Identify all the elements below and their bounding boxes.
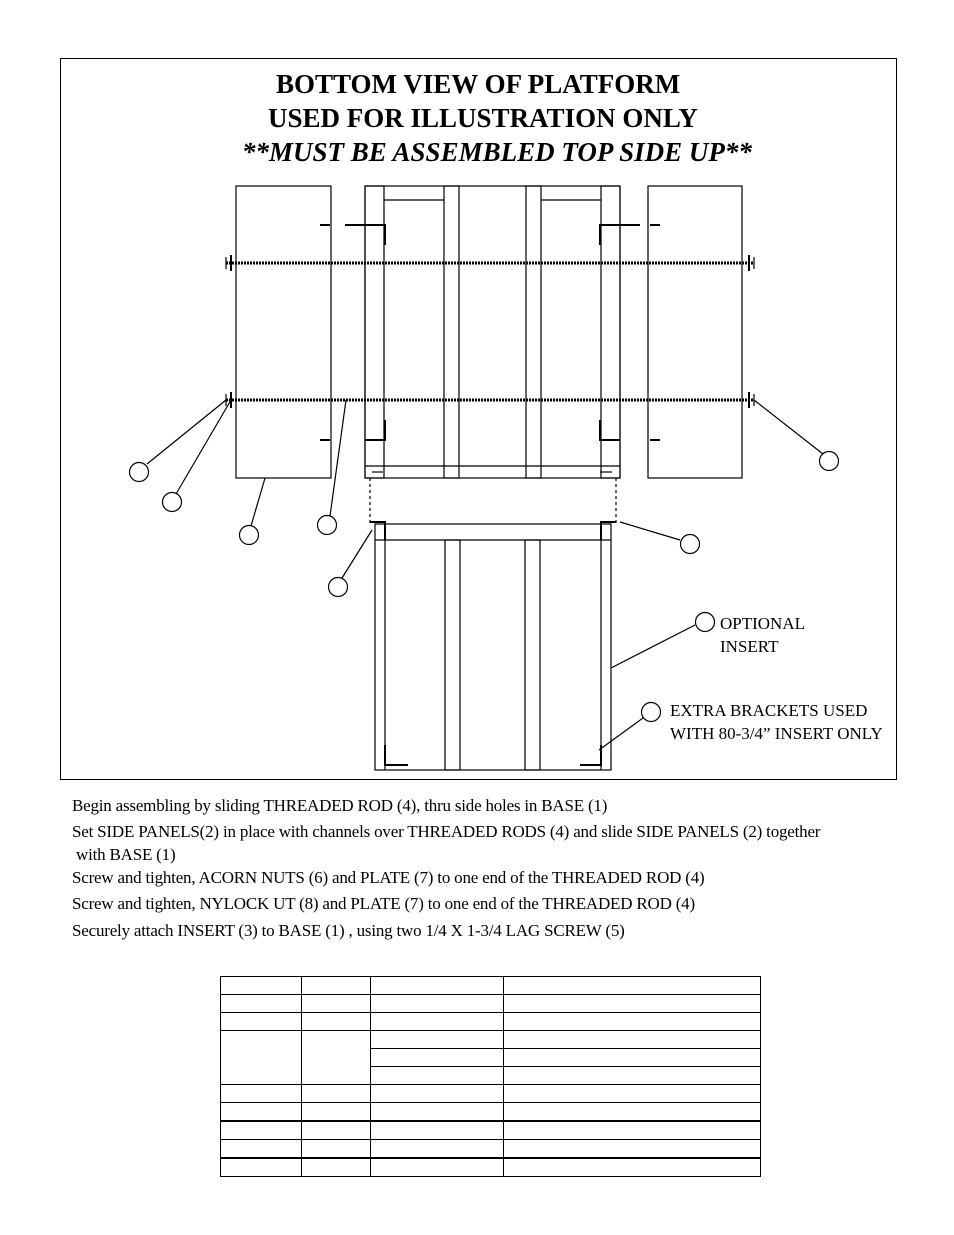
extra-brackets-label-line-2: WITH 80-3/4” INSERT ONLY <box>670 724 883 743</box>
extra-brackets-label <box>670 699 883 745</box>
instruction-step-4: Screw and tighten, NYLOCK UT (8) and PLATE (7) to one end of the THREADED ROD (4) <box>72 894 695 913</box>
instruction-step-3: Screw and tighten, ACORN NUTS (6) and PLATE (7) to one end of the THREADED ROD (4) <box>72 868 705 887</box>
diagram-title-line-2: USED FOR ILLUSTRATION ONLY <box>268 103 698 133</box>
diagram-title-warning: **MUST BE ASSEMBLED TOP SIDE UP** <box>242 137 752 167</box>
optional-insert-label <box>720 612 805 658</box>
table-row <box>221 1103 761 1122</box>
diagram-title-line-1: BOTTOM VIEW OF PLATFORM <box>276 69 681 99</box>
callout-leaders <box>147 400 823 750</box>
base-frame <box>365 186 620 478</box>
table-row <box>221 1158 761 1177</box>
callout-bubbles <box>130 452 839 722</box>
table-row <box>221 1121 761 1140</box>
optional-insert-label-line-1: OPTIONAL <box>720 614 805 633</box>
table-row <box>221 1013 761 1031</box>
instruction-step-2-continued: with BASE (1) <box>76 845 176 864</box>
table-row <box>221 1085 761 1103</box>
optional-insert-label-line-2: INSERT <box>720 637 779 656</box>
table-row <box>221 995 761 1013</box>
insert-brackets <box>370 522 616 765</box>
table-row <box>221 977 761 995</box>
left-side-panel <box>236 186 331 478</box>
table-row <box>221 1140 761 1159</box>
parts-table <box>220 976 761 1177</box>
optional-insert <box>375 524 611 770</box>
threaded-rods <box>226 255 754 408</box>
instruction-step-2: Set SIDE PANELS(2) in place with channels over THREADED RODS (4) and slide SIDE PANELS (2) together <box>72 822 821 841</box>
extra-brackets-label-line-1: EXTRA BRACKETS USED <box>670 701 868 720</box>
instruction-step-1: Begin assembling by sliding THREADED ROD (4), thru side holes in BASE (1) <box>72 796 608 815</box>
base-brackets <box>320 225 660 440</box>
table-row <box>221 1031 761 1049</box>
right-side-panel <box>648 186 742 478</box>
instruction-step-5: Securely attach INSERT (3) to BASE (1) , using two 1/4 X 1-3/4 LAG SCREW (5) <box>72 921 625 940</box>
